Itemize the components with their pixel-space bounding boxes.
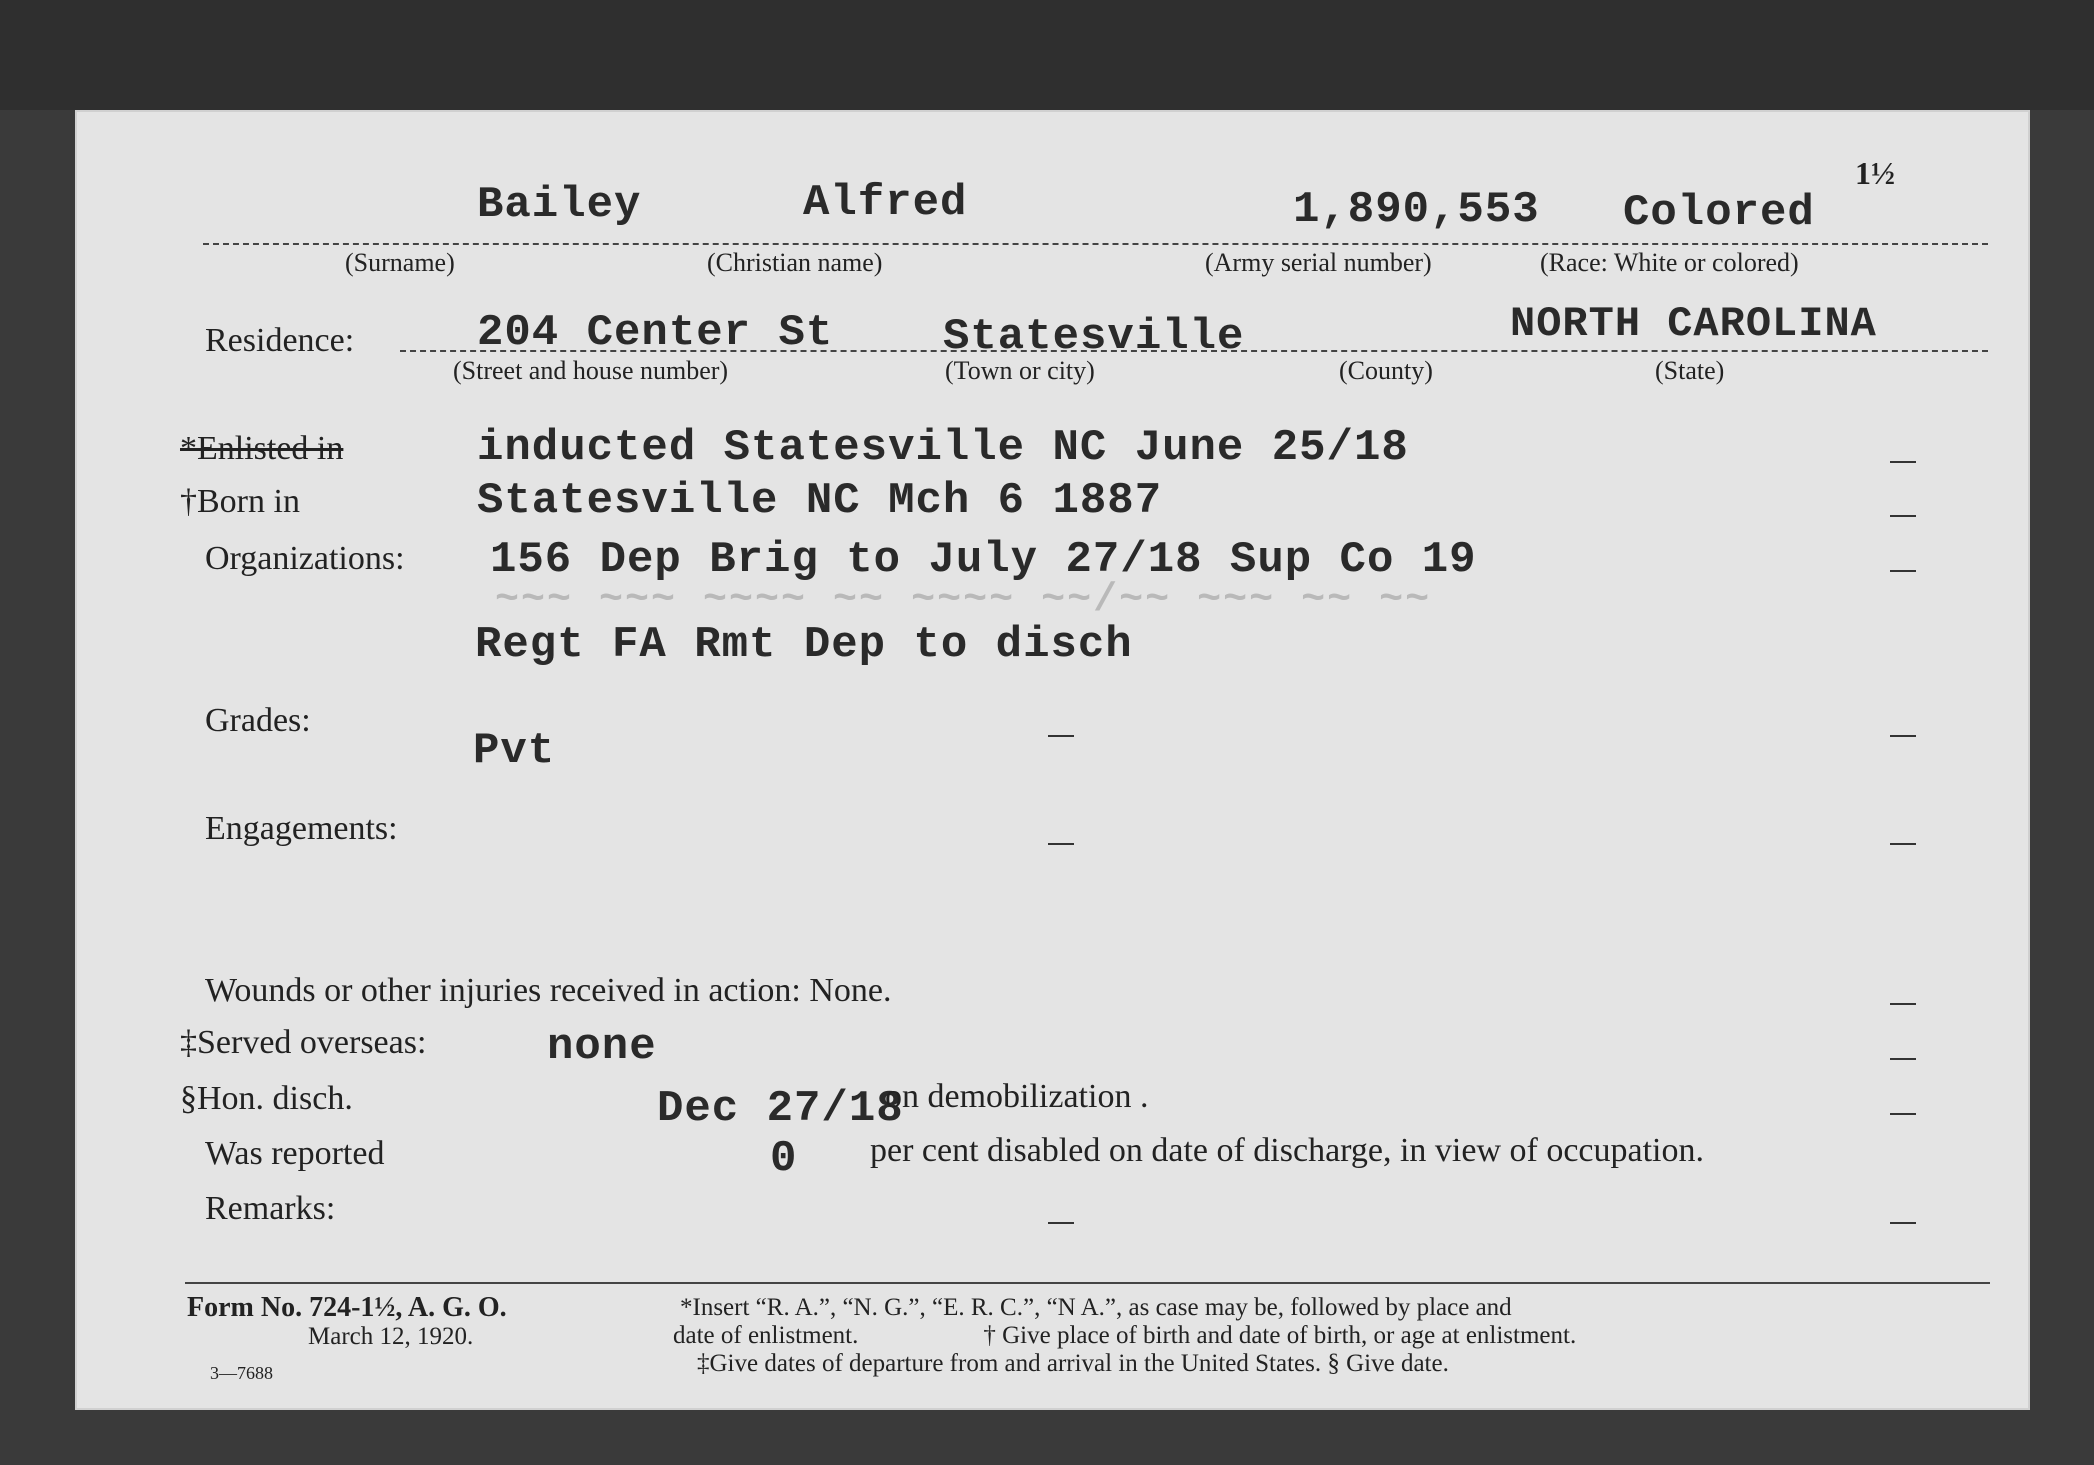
margin-tick: [1890, 843, 1916, 845]
residence-state: NORTH CAROLINA: [1510, 300, 1877, 348]
grades-value: Pvt: [473, 726, 556, 776]
margin-tick: [1890, 1003, 1916, 1005]
state-label: (State): [1655, 356, 1725, 385]
enlisted-value: inducted Statesville NC June 25/18: [477, 423, 1409, 473]
footer-divider: [185, 1282, 1990, 1284]
surname-value: Bailey: [477, 180, 642, 230]
serial-number-value: 1,890,553: [1293, 185, 1540, 235]
wounds-text: Wounds or other injuries received in action: None.: [205, 972, 892, 1009]
form-number: Form No. 724-1½, A. G. O.: [187, 1292, 507, 1323]
remarks-label: Remarks:: [205, 1190, 336, 1227]
overseas-label: ‡Served overseas:: [180, 1024, 427, 1061]
reported-text: per cent disabled on date of discharge, in view of occupation.: [870, 1132, 1704, 1169]
residence-street: 204 Center St: [477, 308, 834, 358]
margin-tick: [1890, 1113, 1916, 1115]
born-label: †Born in: [180, 483, 300, 520]
hon-disch-label: §Hon. disch.: [180, 1080, 353, 1117]
reported-label: Was reported: [205, 1135, 385, 1172]
footnote-3: ‡Give dates of departure from and arrival in the United States. § Give date.: [697, 1350, 1449, 1377]
margin-tick: [1890, 570, 1916, 572]
footnote-1: *Insert “R. A.”, “N. G.”, “E. R. C.”, “N A.”, as case may be, followed by place and: [680, 1294, 1512, 1321]
christian-name-label: (Christian name): [707, 248, 883, 277]
grades-label: Grades:: [205, 702, 311, 739]
margin-tick: [1048, 1222, 1074, 1224]
hon-disch-text: on demobilization .: [885, 1078, 1149, 1115]
margin-tick: [1890, 461, 1916, 463]
enlisted-label: *Enlisted in: [180, 430, 344, 467]
margin-tick: [1890, 1222, 1916, 1224]
residence-label: Residence:: [205, 322, 355, 359]
organizations-line1: 156 Dep Brig to July 27/18 Sup Co 19: [490, 535, 1477, 585]
margin-tick: [1890, 735, 1916, 737]
print-code: 3—7688: [210, 1363, 273, 1383]
residence-town: Statesville: [943, 312, 1245, 362]
born-value: Statesville NC Mch 6 1887: [477, 476, 1163, 526]
margin-tick: [1890, 1058, 1916, 1060]
margin-tick: [1048, 843, 1074, 845]
header-underline: [203, 243, 1988, 245]
town-label: (Town or city): [945, 356, 1095, 385]
scan-background: [0, 0, 2094, 110]
residence-underline: [400, 350, 1988, 352]
race-label: (Race: White or colored): [1540, 248, 1799, 277]
christian-name-value: Alfred: [803, 178, 968, 228]
bleed-through-text: ~~~ ~~~ ~~~~ ~~ ~~~~ ~~/~~ ~~~ ~~ ~~: [495, 578, 1432, 623]
overseas-value: none: [547, 1022, 657, 1072]
service-record-card: [75, 110, 2030, 1410]
hon-disch-date: Dec 27/18: [657, 1084, 904, 1134]
organizations-line2: Regt FA Rmt Dep to disch: [475, 620, 1133, 670]
engagements-label: Engagements:: [205, 810, 398, 847]
race-value: Colored: [1623, 188, 1815, 238]
margin-tick: [1048, 735, 1074, 737]
reported-value: 0: [770, 1134, 798, 1184]
organizations-label: Organizations:: [205, 540, 405, 577]
serial-number-label: (Army serial number): [1205, 248, 1432, 277]
form-date: March 12, 1920.: [308, 1323, 474, 1350]
corner-mark: 1½: [1855, 155, 1895, 191]
margin-tick: [1890, 515, 1916, 517]
street-label: (Street and house number): [453, 356, 729, 385]
surname-label: (Surname): [345, 248, 455, 277]
footnote-2: date of enlistment. † Give place of birth and date of birth, or age at enlistment.: [673, 1322, 1577, 1349]
county-label: (County): [1339, 356, 1433, 385]
